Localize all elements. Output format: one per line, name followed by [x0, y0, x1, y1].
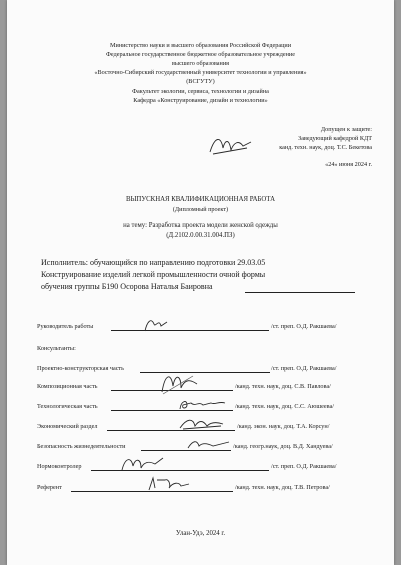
consultant-row-name: /канд. техн. наук, доц. С.В. Павлова/	[235, 383, 331, 390]
head-signature-icon	[207, 132, 253, 158]
performer-line-1: Исполнитель: обучающийся по направлению подготовки 29.03.05	[41, 258, 266, 267]
consultant-row-name: /канд. техн. наук, доц. С.С. Аюшеева/	[235, 403, 334, 410]
head-label: Заведующий кафедрой КДТ	[298, 135, 372, 142]
performer-signature-line	[245, 292, 355, 293]
consultant-row-name: /ст. преп. О.Д. Ракшаева/	[271, 463, 337, 470]
ministry-line: Министерство науки и высшего образования Российской Федерации	[109, 42, 292, 49]
work-topic: на тему: Разработка проекта модели женской одежды	[123, 222, 278, 229]
institution-line: Федеральное государственное бюджетное образовательное учреждение	[106, 51, 295, 58]
consultant-row-name: /канд. техн. наук, доц. Т.В. Петрова/	[235, 484, 330, 491]
consultant-row-label: Композиционная часть	[37, 383, 98, 390]
work-type: (Дипломный проект)	[172, 206, 229, 213]
performer-line-3: обучения группы Б190 Осорова Наталья Баировна	[41, 282, 213, 291]
consultant-row-name: /канд. геогр.наук, доц. В.Д. Хандуева/	[233, 443, 333, 450]
consultant-row-label: Экономический раздел	[37, 423, 98, 430]
consultant-row-name: /канд. экон. наук, доц. Т.А. Корсун/	[237, 423, 330, 430]
consultant-row-label: Референт	[37, 484, 62, 491]
consultant-signature-icon	[177, 395, 227, 413]
faculty-line: Факультет экологии, сервиса, технологии и дизайна	[132, 88, 269, 95]
consultants-label: Консультанты:	[37, 345, 76, 352]
supervisor-name: /ст. преп. О.Д. Ракшаева/	[271, 323, 337, 330]
consultant-row-label: Проектно-конструкторская часть	[37, 365, 124, 372]
city-year-footer: Улан-Удэ, 2024 г.	[175, 530, 226, 537]
supervisor-label: Руководитель работы	[37, 323, 94, 330]
university-name: «Восточно-Сибирский государственный университет технологии и управления»	[94, 69, 307, 76]
education-line: высшего образования	[172, 60, 229, 67]
document-page	[7, 0, 394, 565]
consultant-row-label: Технологическая часть	[37, 403, 98, 410]
consultant-row-label: Нормоконтролер	[37, 463, 82, 470]
approval-date: «24» июня 2024 г.	[325, 161, 372, 168]
admit-label: Допущен к защите:	[320, 126, 372, 133]
supervisor-signature-icon	[141, 314, 169, 334]
consultant-signature-line	[91, 470, 269, 471]
university-abbr: (ВСГУТУ)	[186, 78, 215, 85]
performer-line-2: Конструирование изделий легкой промышленности очной формы	[41, 270, 266, 279]
work-title: ВЫПУСКНАЯ КВАЛИФИКАЦИОННАЯ РАБОТА	[125, 196, 276, 203]
consultant-signature-icon	[157, 368, 199, 398]
consultant-signature-icon	[185, 436, 231, 452]
supervisor-signature-line	[111, 330, 269, 331]
head-name: канд. техн. наук, доц. Т.С. Бекетова	[279, 144, 372, 151]
consultant-row-label: Безопасность жизнедеятельности	[37, 443, 126, 450]
consultant-signature-icon	[145, 474, 191, 494]
consultant-signature-icon	[177, 414, 225, 432]
consultant-row-name: /ст. преп. О.Д. Ракшаева/	[271, 365, 337, 372]
work-code: (Д.2102.0.00.31.004.ПЗ)	[166, 232, 235, 239]
department-line: Кафедра «Конструирование, дизайн и технологии»	[133, 97, 268, 104]
consultant-signature-icon	[119, 452, 165, 474]
